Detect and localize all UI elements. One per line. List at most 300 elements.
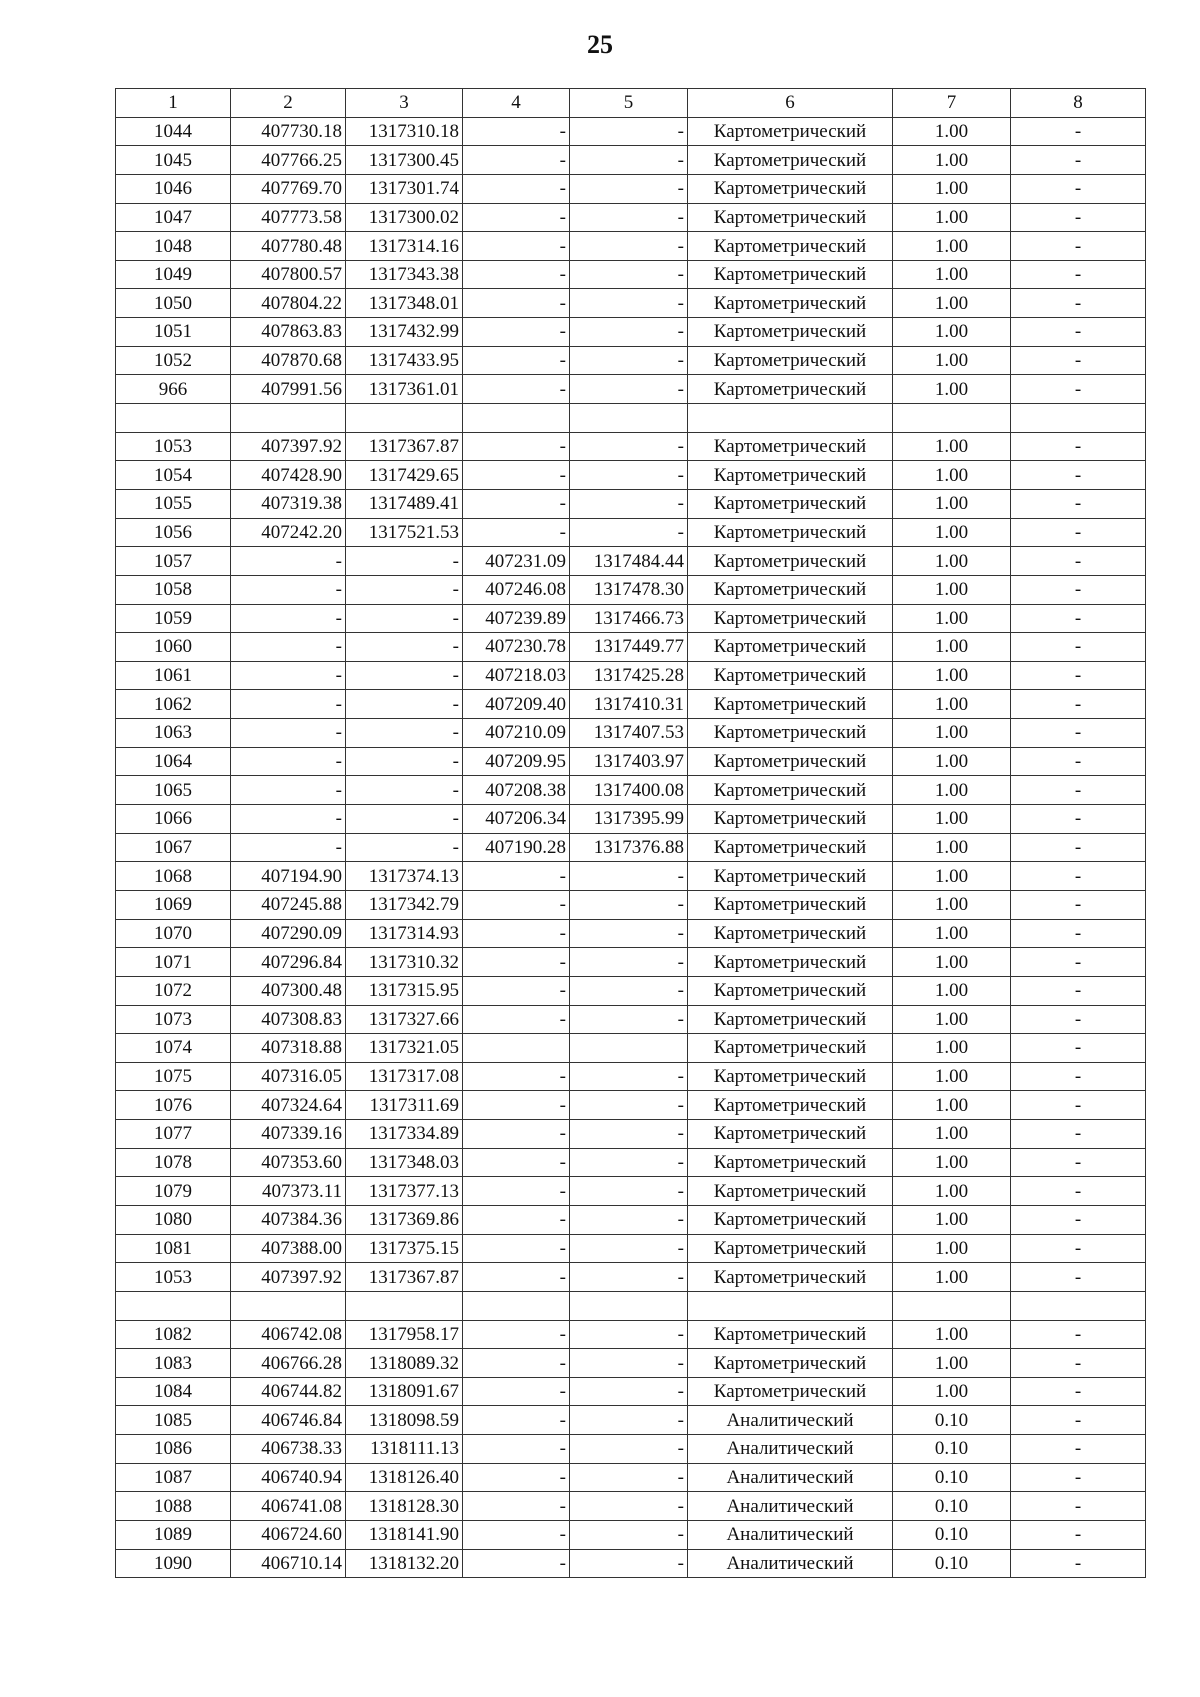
table-cell-col-5: - — [570, 318, 688, 347]
table-cell-col-7: 1.00 — [893, 1034, 1011, 1063]
table-cell-col-5: 1317484.44 — [570, 547, 688, 576]
table-row — [116, 1263, 1146, 1292]
table-cell-col-1: 1044 — [116, 117, 231, 146]
table-cell-col-8: - — [1011, 232, 1146, 261]
table-cell-col-6: Картометрический — [688, 805, 893, 834]
table-cell-col-3: 1317321.05 — [346, 1034, 463, 1063]
table-cell-col-7: 1.00 — [893, 633, 1011, 662]
table-cell-col-7: 1.00 — [893, 1320, 1011, 1349]
table-cell-col-2: 406710.14 — [231, 1549, 346, 1578]
table-cell-col-3: 1317317.08 — [346, 1062, 463, 1091]
table-cell-col-7: 1.00 — [893, 289, 1011, 318]
table-cell-col-6: Картометрический — [688, 890, 893, 919]
table-cell-col-1: 1076 — [116, 1091, 231, 1120]
table-cell-col-8: - — [1011, 1034, 1146, 1063]
table-cell-col-1: 1058 — [116, 575, 231, 604]
table-cell-col-8: - — [1011, 1492, 1146, 1521]
table-cell-col-6: Картометрический — [688, 1349, 893, 1378]
table-row — [116, 919, 1146, 948]
table-cell-col-7: 1.00 — [893, 1234, 1011, 1263]
table-cell-col-5: - — [570, 890, 688, 919]
table-cell-col-8: - — [1011, 1263, 1146, 1292]
table-cell-col-3: 1318089.32 — [346, 1349, 463, 1378]
table-cell-col-6: Картометрический — [688, 1205, 893, 1234]
table-cell-col-3: 1317374.13 — [346, 862, 463, 891]
table-cell-col-8: - — [1011, 1177, 1146, 1206]
table-cell-col-3: 1318126.40 — [346, 1463, 463, 1492]
table-cell-col-5: - — [570, 146, 688, 175]
table-cell-col-7: 1.00 — [893, 461, 1011, 490]
table-cell-col-7: 1.00 — [893, 948, 1011, 977]
table-cell-col-8: - — [1011, 518, 1146, 547]
table-cell-col-2 — [231, 1291, 346, 1320]
table-cell-col-8: - — [1011, 690, 1146, 719]
table-row — [116, 1148, 1146, 1177]
column-header: 3 — [346, 89, 463, 118]
table-row — [116, 776, 1146, 805]
table-cell-col-6: Картометрический — [688, 776, 893, 805]
table-cell-col-1: 1057 — [116, 547, 231, 576]
table-cell-col-4: - — [463, 1005, 570, 1034]
table-cell-col-8: - — [1011, 432, 1146, 461]
table-cell-col-4: - — [463, 862, 570, 891]
coordinates-table — [115, 88, 1146, 1578]
table-row — [116, 633, 1146, 662]
table-cell-col-5: - — [570, 1234, 688, 1263]
table-row — [116, 1463, 1146, 1492]
table-cell-col-6: Картометрический — [688, 862, 893, 891]
table-cell-col-3: 1317367.87 — [346, 432, 463, 461]
table-cell-col-4: 407218.03 — [463, 661, 570, 690]
table-cell-col-3: 1317300.45 — [346, 146, 463, 175]
table-row — [116, 117, 1146, 146]
table-cell-col-6: Картометрический — [688, 432, 893, 461]
table-cell-col-2: 407384.36 — [231, 1205, 346, 1234]
table-cell-col-6: Картометрический — [688, 146, 893, 175]
table-cell-col-8: - — [1011, 346, 1146, 375]
table-cell-col-6: Картометрический — [688, 518, 893, 547]
table-cell-col-4: 407190.28 — [463, 833, 570, 862]
table-cell-col-4: - — [463, 1435, 570, 1464]
table-cell-col-1: 1046 — [116, 174, 231, 203]
table-cell-col-3: 1318091.67 — [346, 1377, 463, 1406]
table-row — [116, 976, 1146, 1005]
column-header: 2 — [231, 89, 346, 118]
table-cell-col-3: 1317367.87 — [346, 1263, 463, 1292]
table-cell-col-1: 1078 — [116, 1148, 231, 1177]
table-cell-col-2: 406724.60 — [231, 1521, 346, 1550]
table-cell-col-1: 1081 — [116, 1234, 231, 1263]
table-cell-col-3: 1317310.18 — [346, 117, 463, 146]
table-cell-col-7: 1.00 — [893, 117, 1011, 146]
table-cell-col-5: 1317466.73 — [570, 604, 688, 633]
table-cell-col-7: 1.00 — [893, 890, 1011, 919]
table-cell-col-1: 1053 — [116, 1263, 231, 1292]
table-row — [116, 260, 1146, 289]
table-cell-col-3: 1318141.90 — [346, 1521, 463, 1550]
table-cell-col-8 — [1011, 1291, 1146, 1320]
table-cell-col-7: 1.00 — [893, 776, 1011, 805]
table-cell-col-6: Картометрический — [688, 1177, 893, 1206]
table-cell-col-2: 407773.58 — [231, 203, 346, 232]
table-cell-col-1: 1079 — [116, 1177, 231, 1206]
table-cell-col-4: - — [463, 1177, 570, 1206]
table-cell-col-2: 407397.92 — [231, 1263, 346, 1292]
table-cell-col-3: 1317377.13 — [346, 1177, 463, 1206]
table-cell-col-8: - — [1011, 461, 1146, 490]
table-cell-col-6: Картометрический — [688, 1120, 893, 1149]
table-cell-col-1: 1054 — [116, 461, 231, 490]
table-cell-col-5 — [570, 404, 688, 433]
table-cell-col-3: - — [346, 547, 463, 576]
table-row — [116, 1091, 1146, 1120]
table-cell-col-6: Картометрический — [688, 174, 893, 203]
page-number: 25 — [587, 30, 613, 59]
table-cell-col-7: 1.00 — [893, 260, 1011, 289]
table-cell-col-8: - — [1011, 1406, 1146, 1435]
table-cell-col-5: - — [570, 203, 688, 232]
table-cell-col-4: 407209.40 — [463, 690, 570, 719]
table-cell-col-4: - — [463, 489, 570, 518]
table-row — [116, 1205, 1146, 1234]
table-cell-col-5: - — [570, 1263, 688, 1292]
table-cell-col-1 — [116, 404, 231, 433]
table-cell-col-7: 1.00 — [893, 575, 1011, 604]
table-cell-col-7: 0.10 — [893, 1521, 1011, 1550]
table-cell-col-3: 1317314.93 — [346, 919, 463, 948]
table-cell-col-8: - — [1011, 489, 1146, 518]
table-cell-col-5: - — [570, 518, 688, 547]
table-cell-col-3: 1317958.17 — [346, 1320, 463, 1349]
table-cell-col-4: - — [463, 1349, 570, 1378]
table-row — [116, 461, 1146, 490]
table-cell-col-7: 1.00 — [893, 1005, 1011, 1034]
table-cell-col-5: - — [570, 461, 688, 490]
table-cell-col-5: - — [570, 1177, 688, 1206]
table-cell-col-7: 1.00 — [893, 318, 1011, 347]
table-cell-col-2: - — [231, 661, 346, 690]
table-row — [116, 890, 1146, 919]
table-cell-col-7: 1.00 — [893, 432, 1011, 461]
table-cell-col-2: 407324.64 — [231, 1091, 346, 1120]
table-cell-col-2: - — [231, 604, 346, 633]
table-cell-col-5: - — [570, 117, 688, 146]
table-row — [116, 318, 1146, 347]
table-cell-col-3: 1317361.01 — [346, 375, 463, 404]
table-cell-col-8: - — [1011, 890, 1146, 919]
table-cell-col-4: 407230.78 — [463, 633, 570, 662]
table-cell-col-4: 407206.34 — [463, 805, 570, 834]
table-cell-col-5: - — [570, 1091, 688, 1120]
table-cell-col-6: Картометрический — [688, 1005, 893, 1034]
table-cell-col-8: - — [1011, 747, 1146, 776]
table-cell-col-5: 1317376.88 — [570, 833, 688, 862]
table-cell-col-1: 1049 — [116, 260, 231, 289]
table-row — [116, 604, 1146, 633]
table-cell-col-1: 1069 — [116, 890, 231, 919]
table-cell-col-1: 1061 — [116, 661, 231, 690]
table-cell-col-1: 1051 — [116, 318, 231, 347]
table-cell-col-3: 1318132.20 — [346, 1549, 463, 1578]
table-cell-col-6: Аналитический — [688, 1549, 893, 1578]
table-cell-col-7: 1.00 — [893, 1263, 1011, 1292]
table-cell-col-2: 406766.28 — [231, 1349, 346, 1378]
table-cell-col-4: - — [463, 1492, 570, 1521]
table-cell-col-3 — [346, 404, 463, 433]
table-cell-col-6: Картометрический — [688, 661, 893, 690]
table-cell-col-8: - — [1011, 1463, 1146, 1492]
table-cell-col-7: 1.00 — [893, 1148, 1011, 1177]
table-cell-col-3: - — [346, 833, 463, 862]
table-cell-col-7 — [893, 1291, 1011, 1320]
table-cell-col-5: - — [570, 1148, 688, 1177]
table-cell-col-7: 1.00 — [893, 1120, 1011, 1149]
table-cell-col-3: 1317334.89 — [346, 1120, 463, 1149]
table-cell-col-2 — [231, 404, 346, 433]
table-cell-col-8: - — [1011, 919, 1146, 948]
table-cell-col-4: - — [463, 174, 570, 203]
table-cell-col-7: 1.00 — [893, 747, 1011, 776]
table-cell-col-1: 1074 — [116, 1034, 231, 1063]
table-cell-col-1: 1052 — [116, 346, 231, 375]
table-cell-col-4: - — [463, 346, 570, 375]
table-cell-col-1: 1072 — [116, 976, 231, 1005]
table-cell-col-4: - — [463, 232, 570, 261]
table-cell-col-8: - — [1011, 575, 1146, 604]
table-cell-col-8: - — [1011, 776, 1146, 805]
table-cell-col-5: - — [570, 1406, 688, 1435]
table-cell-col-3: 1317315.95 — [346, 976, 463, 1005]
table-cell-col-2: 407730.18 — [231, 117, 346, 146]
table-cell-col-8: - — [1011, 833, 1146, 862]
table-cell-col-4: - — [463, 1263, 570, 1292]
table-cell-col-8: - — [1011, 174, 1146, 203]
table-row — [116, 1349, 1146, 1378]
table-cell-col-6: Картометрический — [688, 690, 893, 719]
table-cell-col-8: - — [1011, 1349, 1146, 1378]
table-cell-col-3: 1317489.41 — [346, 489, 463, 518]
table-cell-col-2: 407428.90 — [231, 461, 346, 490]
table-cell-col-1: 1073 — [116, 1005, 231, 1034]
table-cell-col-5 — [570, 1034, 688, 1063]
table-cell-col-5: - — [570, 375, 688, 404]
table-cell-col-4: - — [463, 289, 570, 318]
table-cell-col-7: 1.00 — [893, 375, 1011, 404]
table-cell-col-1: 1064 — [116, 747, 231, 776]
table-row — [116, 1062, 1146, 1091]
table-cell-col-1: 1055 — [116, 489, 231, 518]
table-cell-col-1: 1060 — [116, 633, 231, 662]
table-row — [116, 948, 1146, 977]
table-cell-col-7: 1.00 — [893, 232, 1011, 261]
table-cell-col-4: - — [463, 203, 570, 232]
table-cell-col-5: 1317395.99 — [570, 805, 688, 834]
table-cell-col-4: - — [463, 375, 570, 404]
table-row — [116, 489, 1146, 518]
table-cell-col-7: 1.00 — [893, 833, 1011, 862]
table-cell-col-1: 1059 — [116, 604, 231, 633]
table-cell-col-8: - — [1011, 604, 1146, 633]
table-cell-col-8: - — [1011, 719, 1146, 748]
table-cell-col-1: 1045 — [116, 146, 231, 175]
table-row — [116, 1320, 1146, 1349]
table-cell-col-7: 0.10 — [893, 1549, 1011, 1578]
table-row — [116, 862, 1146, 891]
column-header: 4 — [463, 89, 570, 118]
table-cell-col-7: 1.00 — [893, 805, 1011, 834]
table-cell-col-5: 1317400.08 — [570, 776, 688, 805]
table-cell-col-5: - — [570, 1005, 688, 1034]
table-cell-col-4: - — [463, 919, 570, 948]
table-cell-col-7: 1.00 — [893, 661, 1011, 690]
table-cell-col-1: 1050 — [116, 289, 231, 318]
table-cell-col-7: 0.10 — [893, 1435, 1011, 1464]
table-cell-col-2: 407769.70 — [231, 174, 346, 203]
table-cell-col-2: 406746.84 — [231, 1406, 346, 1435]
table-row — [116, 1521, 1146, 1550]
table-cell-col-5: - — [570, 1377, 688, 1406]
table-cell-col-8: - — [1011, 1005, 1146, 1034]
table-cell-col-8: - — [1011, 805, 1146, 834]
table-cell-col-4: - — [463, 1406, 570, 1435]
table-cell-col-4 — [463, 1291, 570, 1320]
table-row — [116, 805, 1146, 834]
table-cell-col-5: - — [570, 1435, 688, 1464]
table-cell-col-5: - — [570, 260, 688, 289]
table-cell-col-6: Аналитический — [688, 1521, 893, 1550]
table-cell-col-2: 406738.33 — [231, 1435, 346, 1464]
table-cell-col-7: 1.00 — [893, 604, 1011, 633]
table-cell-col-7: 1.00 — [893, 346, 1011, 375]
table-cell-col-2: 407290.09 — [231, 919, 346, 948]
table-cell-col-2: 407339.16 — [231, 1120, 346, 1149]
table-cell-col-3: 1317342.79 — [346, 890, 463, 919]
table-cell-col-2: - — [231, 633, 346, 662]
table-cell-col-5: 1317410.31 — [570, 690, 688, 719]
table-cell-col-7 — [893, 404, 1011, 433]
table-cell-col-5: 1317425.28 — [570, 661, 688, 690]
table-cell-col-6: Картометрический — [688, 489, 893, 518]
table-cell-col-5: - — [570, 1549, 688, 1578]
table-cell-col-4: - — [463, 146, 570, 175]
column-header: 5 — [570, 89, 688, 118]
table-cell-col-1: 1090 — [116, 1549, 231, 1578]
table-cell-col-2: 407766.25 — [231, 146, 346, 175]
table-row — [116, 1406, 1146, 1435]
table-cell-col-6: Картометрический — [688, 575, 893, 604]
table-cell-col-2: 407300.48 — [231, 976, 346, 1005]
table-cell-col-3: 1317343.38 — [346, 260, 463, 289]
table-row — [116, 1234, 1146, 1263]
table-cell-col-1: 1077 — [116, 1120, 231, 1149]
table-cell-col-6: Картометрический — [688, 375, 893, 404]
table-cell-col-5: 1317449.77 — [570, 633, 688, 662]
table-cell-col-5: - — [570, 862, 688, 891]
table-cell-col-8: - — [1011, 117, 1146, 146]
table-row — [116, 1120, 1146, 1149]
table-cell-col-8: - — [1011, 1521, 1146, 1550]
table-cell-col-5: - — [570, 1120, 688, 1149]
table-cell-col-3: - — [346, 719, 463, 748]
table-cell-col-7: 1.00 — [893, 719, 1011, 748]
table-cell-col-4: - — [463, 890, 570, 919]
table-cell-col-7: 1.00 — [893, 203, 1011, 232]
table-cell-col-1: 1086 — [116, 1435, 231, 1464]
table-cell-col-5: 1317478.30 — [570, 575, 688, 604]
table-cell-col-8: - — [1011, 1062, 1146, 1091]
table-cell-col-6 — [688, 1291, 893, 1320]
table-cell-col-1: 1088 — [116, 1492, 231, 1521]
table-body — [116, 117, 1146, 1578]
table-cell-col-5: - — [570, 289, 688, 318]
table-cell-col-1: 1083 — [116, 1349, 231, 1378]
table-cell-col-2: 407780.48 — [231, 232, 346, 261]
table-cell-col-3: 1317348.03 — [346, 1148, 463, 1177]
table-cell-col-2: 407373.11 — [231, 1177, 346, 1206]
table-cell-col-8: - — [1011, 203, 1146, 232]
table-cell-col-4: - — [463, 1205, 570, 1234]
table-row — [116, 289, 1146, 318]
table-cell-col-5: - — [570, 1062, 688, 1091]
table-cell-col-3: - — [346, 633, 463, 662]
table-cell-col-5: - — [570, 1463, 688, 1492]
table-cell-col-2: 407804.22 — [231, 289, 346, 318]
table-row — [116, 432, 1146, 461]
table-header-row — [116, 89, 1146, 118]
table-cell-col-2: 407397.92 — [231, 432, 346, 461]
table-row — [116, 174, 1146, 203]
table-cell-col-4: - — [463, 948, 570, 977]
table-cell-col-4: 407209.95 — [463, 747, 570, 776]
table-cell-col-2: 407245.88 — [231, 890, 346, 919]
table-cell-col-3: 1317369.86 — [346, 1205, 463, 1234]
table-cell-col-8 — [1011, 404, 1146, 433]
table-cell-col-3: - — [346, 604, 463, 633]
table-row — [116, 833, 1146, 862]
table-cell-col-2: 407353.60 — [231, 1148, 346, 1177]
table-cell-col-2: - — [231, 805, 346, 834]
table-cell-col-1: 1063 — [116, 719, 231, 748]
table-cell-col-8: - — [1011, 318, 1146, 347]
table-cell-col-1: 1087 — [116, 1463, 231, 1492]
column-header: 8 — [1011, 89, 1146, 118]
table-cell-col-8: - — [1011, 661, 1146, 690]
table-cell-col-6: Картометрический — [688, 1377, 893, 1406]
table-cell-col-5: - — [570, 1349, 688, 1378]
table-row — [116, 1034, 1146, 1063]
table-cell-col-8: - — [1011, 1148, 1146, 1177]
table-cell-col-6: Аналитический — [688, 1406, 893, 1435]
table-row — [116, 1005, 1146, 1034]
table-cell-col-2: 406744.82 — [231, 1377, 346, 1406]
table-cell-col-4: - — [463, 1148, 570, 1177]
table-cell-col-3: - — [346, 575, 463, 604]
table-row — [116, 375, 1146, 404]
table-row — [116, 719, 1146, 748]
table-cell-col-6: Картометрический — [688, 1148, 893, 1177]
table-cell-col-8: - — [1011, 976, 1146, 1005]
table-cell-col-6: Картометрический — [688, 719, 893, 748]
table-cell-col-3: 1317301.74 — [346, 174, 463, 203]
table-cell-col-7: 1.00 — [893, 1377, 1011, 1406]
table-cell-col-7: 1.00 — [893, 1062, 1011, 1091]
table-cell-col-8: - — [1011, 1435, 1146, 1464]
table-cell-col-6: Картометрический — [688, 117, 893, 146]
table-cell-col-3: - — [346, 661, 463, 690]
table-cell-col-6: Картометрический — [688, 1320, 893, 1349]
table-cell-col-3: 1317429.65 — [346, 461, 463, 490]
table-cell-col-4: - — [463, 976, 570, 1005]
